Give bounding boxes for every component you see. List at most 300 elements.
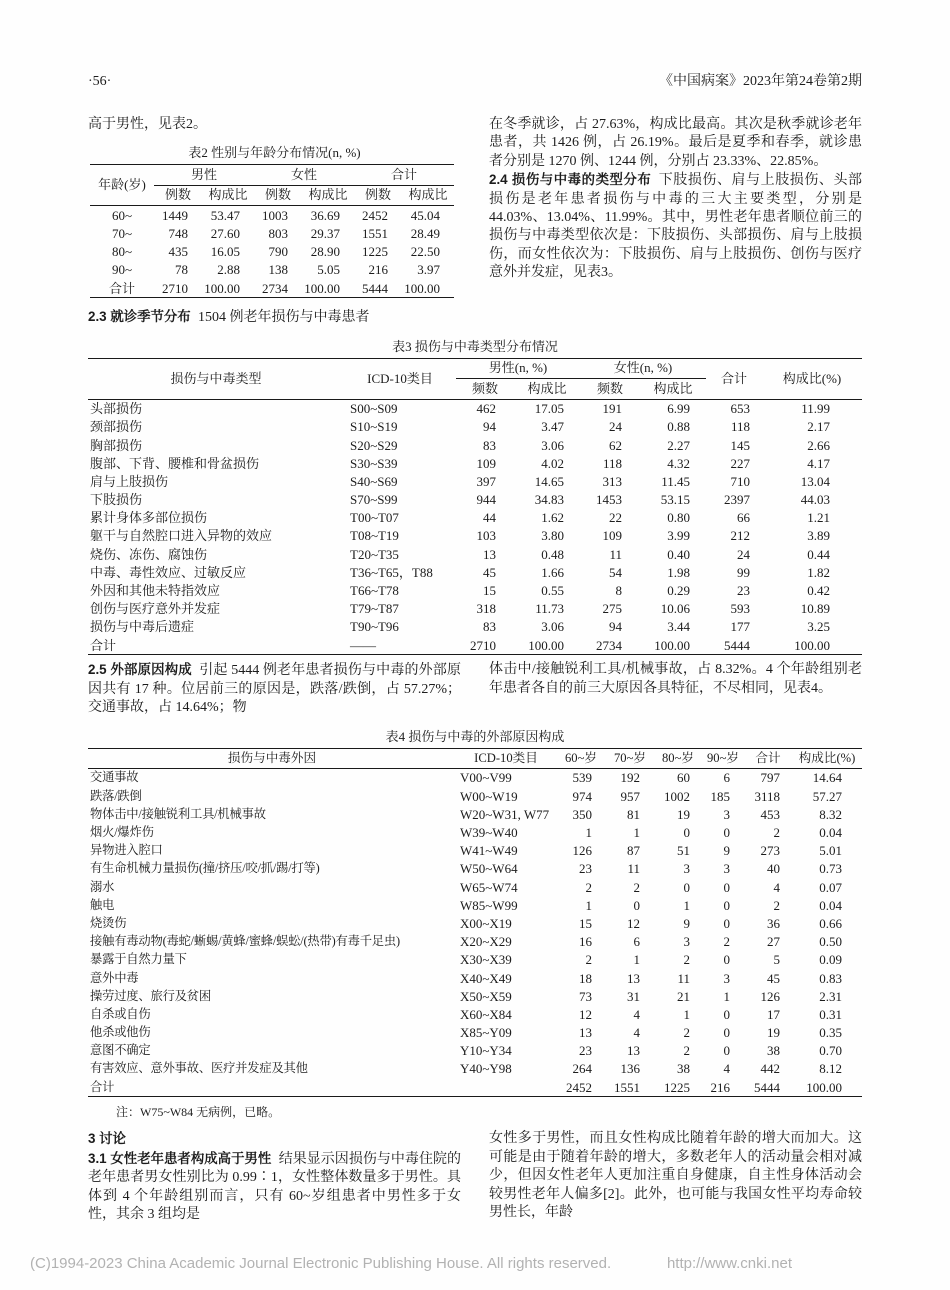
table-cell: 14.65 [534,473,564,489]
table-cell: 797 [760,770,780,786]
table-cell: X50~X59 [460,988,512,1004]
table-cell: 2.17 [807,419,830,435]
table-cell: 2.31 [819,988,842,1004]
table-row [88,787,862,805]
table-cell: 100.00 [404,280,441,296]
table-cell: 38 [767,1043,780,1059]
table-cell: 异物进入腔口 [90,843,163,858]
column-subheader: 频数 [456,379,514,400]
table-cell: 2397 [724,492,750,508]
table-row [88,1060,862,1078]
column-subheader: 构成比 [302,185,354,206]
table-cell: S70~S99 [350,492,398,508]
table-cell: 0.48 [541,546,564,562]
table-row [88,1078,862,1097]
table-cell: X20~X29 [460,934,512,950]
table-cell: 2 [683,1043,690,1059]
table-row [88,842,862,860]
table-cell: 3 [723,806,730,822]
table-cell: 3.97 [417,262,441,278]
paragraph-continuation: 女性多于男性，而且女性构成比随着年龄的增大而加大。这可能是由于随着年龄的增大，多数老年人的活动量会相对减少，但因女性老年人更加注重自身健康，自主性身体活动会较男性老年人偏多[2]。此外，也可能与我国女性平均寿命较男性长，年龄 [489,1131,862,1221]
table-cell: T79~T87 [350,601,399,617]
table-cell: 2 [585,952,592,968]
table-row [88,1006,862,1024]
table-cell: S40~S69 [350,473,398,489]
table-cell: W50~W64 [460,861,518,877]
table-cell: 0 [683,825,690,841]
table-cell: 216 [368,262,389,278]
table-cell: 11.45 [661,473,690,489]
table-cell: 803 [268,225,289,241]
table-cell: 2 [773,825,780,841]
table-row [90,206,454,225]
table-cell: 胸部损伤 [90,437,143,453]
table-row [88,951,862,969]
section-text: 下肢损伤、肩与上肢损伤、头部损伤是老年患者损伤与中毒的三大主要类型，分别是 44.03%、13.04%、11.99%。其中，男性老年患者顺位前三的损伤与中毒类型依次是：下肢损伤、头部损伤、肩与上肢损伤，而女性依次为：下肢损伤、肩与上肢损伤、创伤与医疗意外并发症，见表3。 [489,173,863,281]
table-cell: 1225 [664,1079,690,1095]
table-cell: 13.04 [800,473,830,489]
discussion-section [88,1130,862,1224]
column-header-male: 男性(n, %) [456,358,580,379]
table-cell: 0.73 [819,861,842,877]
table-cell: 100.00 [304,280,341,296]
table-cell: T00~T07 [350,510,399,526]
table-cell: 0 [723,1043,730,1059]
table-cell: 3.89 [807,528,830,544]
table-cell: 13 [627,970,640,986]
column-header-70: 70~岁 [606,748,654,769]
table-cell: 11.99 [801,401,830,417]
table-cell: W85~W99 [460,897,518,913]
table-cell: 22 [609,510,622,526]
table-cell: 16 [579,934,592,950]
table-cell: 974 [572,788,592,804]
table-row [88,636,862,655]
table-cell: S00~S09 [350,401,398,417]
table-3-injury-type-distribution [88,358,862,656]
table-cell: 4 [633,1006,640,1022]
table-cell: 118 [730,419,750,435]
table-cell: 意图不确定 [90,1043,151,1058]
table-cell: 腹部、下背、腰椎和骨盆损伤 [90,455,260,471]
table-cell: 1.66 [541,564,564,580]
table-cell: 烧伤、冻伤、腐蚀伤 [90,546,208,562]
table-row [88,600,862,618]
table-cell: 23 [579,1043,592,1059]
table-cell: 0 [723,897,730,913]
table-cell: 12 [627,915,640,931]
page-number: ·56· [88,74,112,89]
table-cell: 1.21 [807,510,830,526]
table-cell: 4 [773,879,780,895]
table-cell: 1002 [664,788,690,804]
column-subheader: 构成比 [640,379,706,400]
table-cell: 6 [723,770,730,786]
table-cell: 0.70 [819,1043,842,1059]
table-cell: W39~W40 [460,825,518,841]
section-2-5-block [88,661,862,717]
right-column [489,116,862,328]
table-cell: 54 [609,564,622,580]
table-cell: 2 [633,879,640,895]
table-cell: 435 [168,244,188,260]
table-cell: 11 [677,970,690,986]
table-row [88,896,862,914]
table-cell: 34.83 [534,492,564,508]
table-cell: 83 [483,437,496,453]
table-cell: 0.83 [819,970,842,986]
table-cell: 31 [627,988,640,1004]
table-cell: 103 [476,528,496,544]
table-cell: 145 [730,437,750,453]
table-cell: 2 [585,879,592,895]
table-cell: 4.32 [667,455,690,471]
table-row [88,915,862,933]
table-cell: 3.25 [807,619,830,635]
table-cell: 1225 [362,244,389,260]
section-heading: 2.5 外部原因构成 [88,662,192,678]
table-cell: 45.04 [410,207,441,223]
table-cell: 653 [730,401,750,417]
table-cell: 肩与上肢损伤 [90,473,169,489]
right-column [489,661,862,717]
table-row [90,261,454,279]
table-cell: T20~T35 [350,546,399,562]
table-cell: 2452 [566,1079,592,1095]
paragraph-season: 在冬季就诊，占 27.63%，构成比最高。其次是秋季就诊老年患者，共 1426 例，占 26.19%。最后是夏季和春季，就诊患者分别是 1270 例、1244 例，分别占 23.33%、22.85%。 [489,117,862,169]
table-row [88,878,862,896]
table-cell: 19 [677,806,690,822]
table-cell: 5 [773,952,780,968]
table-cell: S20~S29 [350,437,398,453]
table-row [88,987,862,1005]
table-cell: 350 [572,806,592,822]
table-cell: 跌落/跌倒 [90,788,142,803]
table-cell: 21 [677,988,690,1004]
section-heading: 2.3 就诊季节分布 [88,309,191,325]
table-cell: 损伤与中毒后遗症 [90,619,195,635]
table-cell: 66 [737,510,750,526]
table-cell: 19 [767,1025,780,1041]
table-cell: 212 [730,528,750,544]
table-cell: 外因和其他未特指效应 [90,583,221,599]
table-row [88,418,862,436]
table-cell: 烧烫伤 [90,915,127,930]
table-cell: 14.64 [812,770,842,786]
table-cell: W41~W49 [460,843,518,859]
table-row [88,582,862,600]
table-cell: 36 [767,915,780,931]
table-cell: 539 [572,770,592,786]
table-cell: T90~T96 [350,619,399,635]
table-cell: S30~S39 [350,455,398,471]
table-cell: 2710 [470,637,496,653]
table-cell: 2 [683,952,690,968]
table-row [88,399,862,418]
table-cell: 70~ [111,225,133,241]
table-cell: 0.88 [667,419,690,435]
table-cell: 23 [737,583,750,599]
journal-issue: 《中国病案》2023年第24卷第2期 [659,74,862,89]
table-cell: 1551 [362,225,389,241]
section-heading: 3.1 女性老年患者构成高于男性 [88,1150,272,1166]
table-cell: 177 [730,619,750,635]
table-cell: 273 [760,843,780,859]
table-cell: 3 [723,970,730,986]
table-cell: 8.12 [819,1061,842,1077]
table-cell: 有生命机械力量损伤(撞/挤压/咬/抓/踢/打等) [90,861,320,876]
table-row [90,243,454,261]
table-cell: 3.06 [541,437,564,453]
column-subheader: 构成比 [402,185,454,206]
table-cell: X40~X49 [460,970,512,986]
table-cell: W00~W19 [460,788,518,804]
table-cell: 94 [483,419,496,435]
table-cell: W20~W31, W77 [460,806,550,822]
table-cell: 4.17 [807,455,830,471]
table-cell: 710 [730,473,750,489]
table-cell: 78 [175,262,188,278]
table-cell: 12 [579,1006,592,1022]
table-cell: 0 [723,915,730,931]
table-cell: 1 [723,988,730,1004]
table-cell: 83 [483,619,496,635]
table-cell: 36.69 [310,207,341,223]
section-2-5 [88,661,461,717]
table-row [90,225,454,243]
table-row [88,436,862,454]
table-cell: 5.05 [317,262,341,278]
table-cell: 0.29 [667,583,690,599]
table-cell: 4 [723,1061,730,1077]
table-cell: 13 [579,1025,592,1041]
table-cell: 60 [677,770,690,786]
table-cell: 3 [683,934,690,950]
table-row [88,769,862,788]
table-cell: 100.00 [204,280,241,296]
left-column [88,116,461,328]
column-header-90: 90~岁 [702,748,744,769]
table-cell: 交通事故 [90,770,139,785]
table-cell: 0.09 [819,952,842,968]
table-cell: 17 [767,1006,780,1022]
table-cell: 2 [723,934,730,950]
table-cell: 3.80 [541,528,564,544]
table-row [88,491,862,509]
table-cell: X60~X84 [460,1006,512,1022]
table-cell: 1453 [596,492,622,508]
top-section [88,116,862,328]
table-cell: 操劳过度、旅行及贫困 [90,988,211,1003]
table-cell: 45 [483,564,496,580]
table-cell: 15 [483,583,496,599]
table-cell: 3118 [754,788,780,804]
section-text: 结果显示因损伤与中毒住院的老年患者男女性别比为 0.99∶1，女性整体数量多于男性。具体到 4 个年龄组别而言，只有 60~岁组患者中男性多于女性，其余 3 组均是 [88,1151,461,1223]
table-row [88,509,862,527]
table-cell: 22.50 [410,244,441,260]
table-cell: 4.02 [541,455,564,471]
column-subheader: 例数 [254,185,302,206]
left-column [88,1130,461,1224]
table-row [88,933,862,951]
column-subheader: 构成比 [202,185,254,206]
table-cell: 6.99 [667,401,690,417]
table-cell: 1 [683,1006,690,1022]
table-cell: 90~ [111,262,133,278]
table-cell: 100.00 [654,637,690,653]
table-cell: 45 [767,970,780,986]
table-cell: S10~S19 [350,419,398,435]
column-header-icd: ICD-10类目 [456,748,556,769]
table-cell: 24 [737,546,750,562]
table4-caption: 表4 损伤与中毒的外部原因构成 [385,728,565,744]
table-cell: 5444 [754,1079,780,1095]
table-cell: 27.60 [210,225,241,241]
paragraph-continuation: 体击中/接触锐利工具/机械事故，占 8.32%。4 个年龄组别老年患者各自的前三大原因各具特征，不尽相同，见表4。 [489,662,862,696]
table-cell: 94 [609,619,622,635]
table-cell: 3 [723,861,730,877]
table-cell: 191 [602,401,622,417]
table-cell: 5444 [362,280,389,296]
table-cell: 0.55 [541,583,564,599]
table-cell: 接触有毒动物(毒蛇/蜥蜴/黄蜂/蜜蜂/蜈蚣/(热带)有毒千足虫) [90,934,400,949]
table-cell: 头部损伤 [90,401,143,417]
table-cell: 40 [767,861,780,877]
table-cell: 1 [683,897,690,913]
table3-caption: 表3 损伤与中毒类型分布情况 [392,338,558,354]
table-cell: 138 [268,262,289,278]
table2-body [90,206,454,298]
table-cell: 意外中毒 [90,970,139,985]
table-cell: 2 [773,897,780,913]
table-cell: 中毒、毒性效应、过敏反应 [90,564,247,580]
table-cell: 28.49 [410,225,441,241]
table-cell: X30~X39 [460,952,512,968]
table-cell: 80~ [111,244,133,260]
section-3-heading [88,1130,461,1149]
table-cell: 3.44 [667,619,690,635]
table-cell: 1449 [162,207,188,223]
table3-body [88,399,862,655]
table-cell: 227 [730,455,750,471]
table-cell: 216 [710,1079,730,1095]
table-cell: 1 [585,825,592,841]
table-cell: 51 [677,843,690,859]
table-cell: 0.07 [819,879,842,895]
column-header-type: 损伤与中毒类型 [88,358,344,399]
table-2-sex-age-distribution [90,164,454,298]
table-cell: 1 [585,897,592,913]
table-cell: X00~X19 [460,915,512,931]
table-cell: 2.88 [217,262,241,278]
table-cell: 118 [602,455,622,471]
copyright-text: (C)1994-2023 China Academic Journal Electronic Publishing House. All rights reserved. [30,1255,612,1272]
table-cell: 溺水 [90,879,115,894]
column-header-total: 合计 [706,358,762,399]
table-cell: 合计 [108,280,135,296]
table-cell: 44.03 [800,492,830,508]
column-header-icd: ICD-10类目 [344,358,456,399]
table-cell: 0.31 [819,1006,842,1022]
column-subheader: 例数 [354,185,402,206]
table-cell: 11.73 [535,601,564,617]
column-header-male: 男性 [154,165,254,186]
cnki-watermark-footer [30,1255,792,1272]
table-cell: 29.37 [310,225,341,241]
table-cell: 442 [760,1061,780,1077]
table-cell: 0 [723,1025,730,1041]
table-cell: 109 [476,455,496,471]
table-cell: 1.98 [667,564,690,580]
table-cell: Y10~Y34 [460,1043,512,1059]
table-row [88,618,862,636]
table-cell: 11 [627,861,640,877]
table-cell: 944 [476,492,496,508]
table-cell: 13 [483,546,496,562]
table-cell: 下肢损伤 [90,492,143,508]
table-row [88,527,862,545]
table-cell: 1.62 [541,510,564,526]
table-cell: 合计 [90,637,117,653]
table-row [88,805,862,823]
table-cell: 1 [633,952,640,968]
table-row [88,824,862,842]
table-cell: 57.27 [812,788,842,804]
table-cell: 2452 [362,207,389,223]
table-cell: 0 [723,952,730,968]
table-cell: 有害效应、意外事故、医疗并发症及其他 [90,1061,308,1076]
table-cell: V00~V99 [460,770,512,786]
table-cell: 物体击中/接触锐利工具/机械事故 [90,806,266,821]
table-cell: 453 [760,806,780,822]
section-text: 引起 5444 例老年患者损伤与中毒的外部原因共有 17 种。位居前三的原因是，跌落/跌倒，占 57.27%；交通事故，占 14.64%；物 [88,663,462,716]
section-heading: 3 讨论 [88,1131,126,1147]
table-cell: 合计 [90,1079,115,1094]
left-column [88,661,461,717]
table-cell: 0 [683,879,690,895]
table-cell: 462 [476,401,496,417]
table-cell: 0.04 [819,897,842,913]
table-cell: 5.01 [819,843,842,859]
table-row [90,279,454,298]
column-header-total: 合计 [744,748,792,769]
table-cell: 1 [633,825,640,841]
table-cell: 0.66 [819,915,842,931]
table-row [88,473,862,491]
table-row [88,860,862,878]
table-cell: 8 [615,583,622,599]
table-cell: 313 [602,473,622,489]
table-cell: 9 [723,843,730,859]
table-cell: 0 [723,879,730,895]
table-cell: 10.06 [660,601,690,617]
table-cell: 28.90 [310,244,341,260]
column-header-percent: 构成比(%) [792,748,862,769]
table-cell: 3 [683,861,690,877]
table-cell: 创伤与医疗意外并发症 [90,601,221,617]
table-cell: 18 [579,970,592,986]
column-header-cause: 损伤与中毒外因 [88,748,456,769]
table-cell: 9 [683,915,690,931]
table-cell: 109 [602,528,622,544]
table-cell: 0.50 [819,934,842,950]
table-cell: 87 [627,843,640,859]
table-cell: 4 [633,1025,640,1041]
table-cell: 5444 [724,637,750,653]
table-cell: 53.15 [660,492,690,508]
column-header-age: 年龄(岁) [90,165,154,206]
table-cell: 2734 [596,637,622,653]
